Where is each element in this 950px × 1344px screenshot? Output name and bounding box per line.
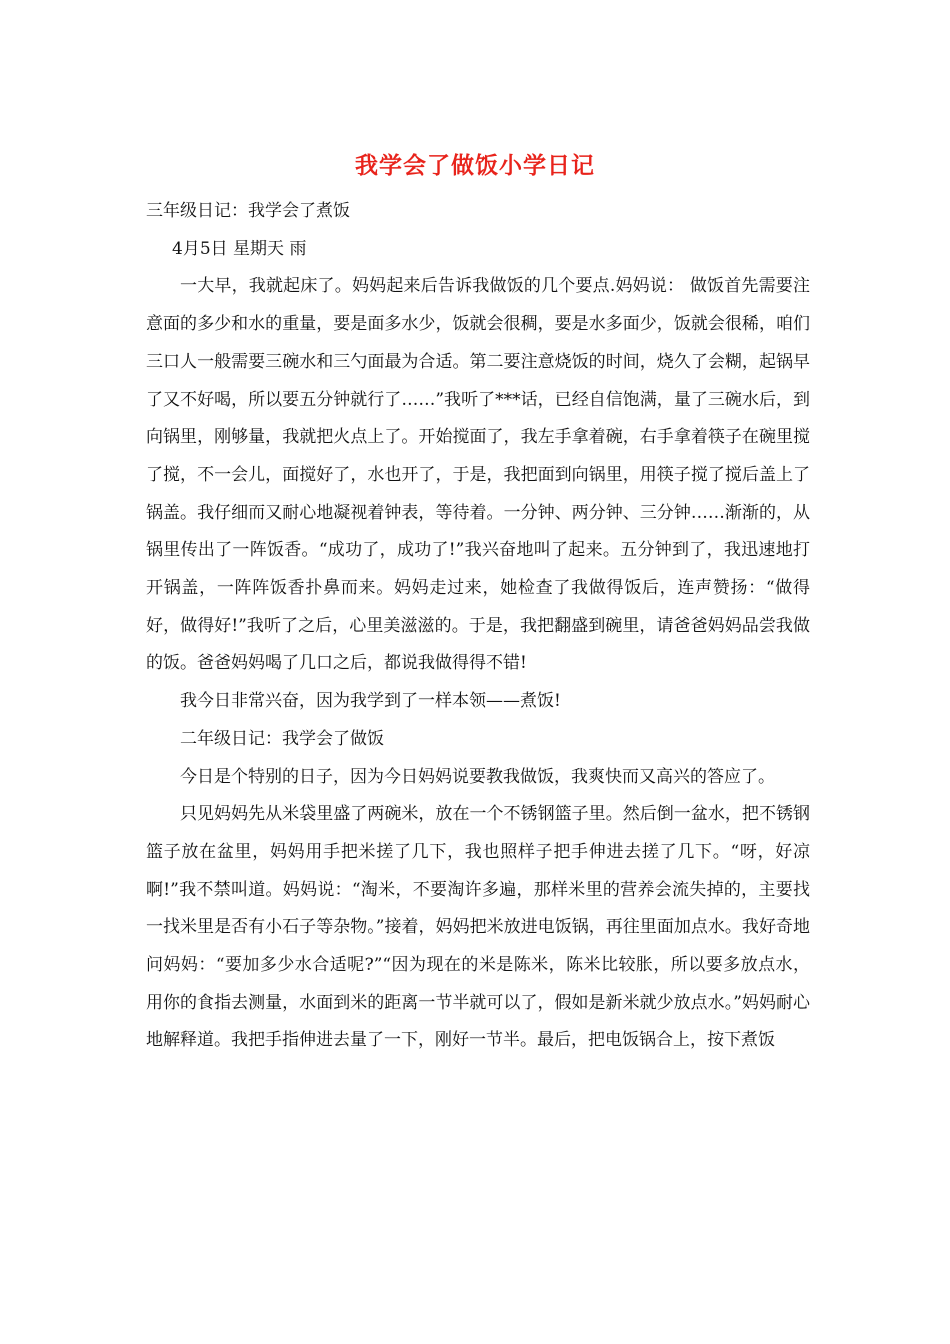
paragraph: 一大早，我就起床了。妈妈起来后告诉我做饭的几个要点.妈妈说： 做饭首先需要注意面的多少和水的重量，要是面多水少，饭就会很稠，要是水多面少，饭就会很稀，咱们三口人一般需要三碗水和三勺面最为合适。第二要注意烧饭的时间，烧久了会糊，起锅早了又不好喝，所以要五分钟就行了……”我听了***话，已经自信饱满，量了三碗水后，到向锅里，刚够量，我就把火点上了。开始搅面了，我左手拿着碗，右手拿着筷子在碗里搅了搅，不一会儿，面搅好了，水也开了，于是，我把面到向锅里，用筷子搅了搅后盖上了锅盖。我仔细而又耐心地凝视着钟表，等待着。一分钟、两分钟、三分钟……渐渐的，从锅里传出了一阵饭香。“成功了，成功了!”我兴奋地叫了起来。五分钟到了，我迅速地打开锅盖，一阵阵饭香扑鼻而来。妈妈走过来，她检查了我做得饭后，连声赞扬：“做得好，做得好!”我听了之后，心里美滋滋的。于是，我把翻盛到碗里，请爸爸妈妈品尝我做的饭。爸爸妈妈喝了几口之后，都说我做得得不错! [146, 276, 810, 674]
paragraph: 只见妈妈先从米袋里盛了两碗米，放在一个不锈钢篮子里。然后倒一盆水，把不锈钢篮子放在盆里，妈妈用手把米搓了几下，我也照样子把手伸进去搓了几下。“呀，好凉啊!”我不禁叫道。妈妈说：“淘米，不要淘许多遍，那样米里的营养会流失掉的，主要找一找米里是否有小石子等杂物。”接着，妈妈把米放进电饭锅，再往里面加点水。我好奇地问妈妈：“要加多少水合适呢?”“因为现在的米是陈米，陈米比较胀，所以要多放点水，用你的食指去测量，水面到米的距离一节半就可以了，假如是新米就少放点水。”妈妈耐心地解释道。我把手指伸进去量了一下，刚好一节半。最后，把电饭锅合上，按下煮饭 [146, 804, 810, 1051]
document-title: 我学会了做饭小学日记 [355, 152, 595, 179]
document-body [146, 193, 810, 1060]
section-heading-grade2: 二年级日记：我学会了做饭 [180, 728, 384, 749]
paragraph: 今日是个特别的日子，因为今日妈妈说要教我做饭，我爽快而又高兴的答应了。 [180, 766, 775, 787]
section-heading-grade3: 三年级日记：我学会了煮饭 [146, 201, 350, 221]
paragraph: 我今日非常兴奋，因为我学到了一样本领——煮饭! [180, 691, 561, 712]
diary-date: 4月5日 星期天 雨 [172, 238, 307, 259]
